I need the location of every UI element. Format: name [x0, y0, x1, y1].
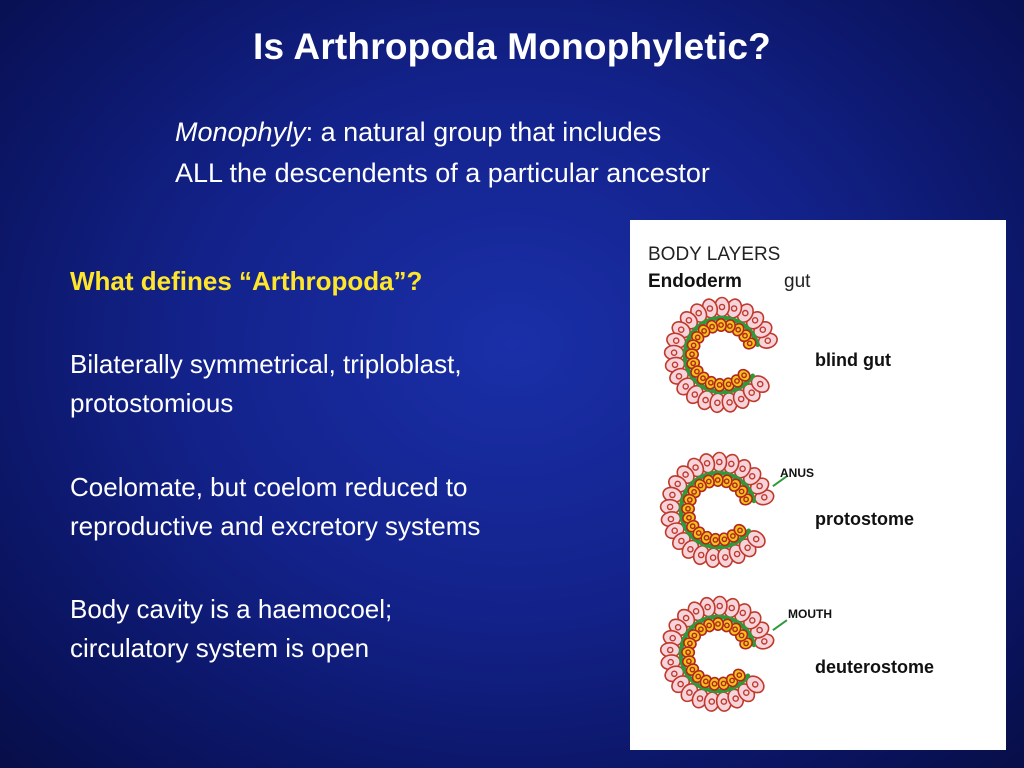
point-line: reproductive and excretory systems — [70, 511, 481, 541]
stage-label-deuterostome: deuterostome — [815, 657, 935, 677]
figure-heading: BODY LAYERS — [648, 244, 781, 265]
stage-label-protostome: protostome — [815, 509, 914, 529]
embryo-deuterostome — [660, 596, 787, 712]
slide-title: Is Arthropoda Monophyletic? — [253, 26, 771, 67]
definition-text: : a natural group that includes — [305, 117, 662, 147]
point-line: Coelomate, but coelom reduced to — [70, 472, 468, 502]
point-line: circulatory system is open — [70, 633, 370, 663]
embryo-protostome — [660, 452, 787, 568]
point-symmetry — [70, 345, 630, 423]
figure-subheading-endoderm: Endoderm — [648, 271, 742, 292]
point-line: Body cavity is a haemocoel; — [70, 594, 393, 624]
point-line: Bilaterally symmetrical, triploblast, — [70, 349, 462, 379]
figure-subheading-gut: gut — [784, 271, 811, 292]
monophyly-definition — [175, 112, 895, 194]
body-layers-figure — [630, 220, 1006, 750]
definition-term: Monophyly — [175, 117, 306, 147]
definition-line-2: ALL the descendents of a particular ancestor — [175, 158, 710, 188]
point-haemocoel — [70, 590, 630, 668]
point-coelom — [70, 468, 630, 546]
definition-line-1 — [175, 112, 895, 153]
point-line: protostomious — [70, 388, 234, 418]
embryo-blind-gut — [664, 297, 779, 412]
stage-label-blind-gut: blind gut — [815, 350, 891, 370]
stage-tag-anus: ANUS — [780, 466, 815, 480]
opening-indicator — [773, 620, 787, 630]
stage-tag-mouth: MOUTH — [788, 607, 832, 621]
body-layers-diagram — [630, 220, 1006, 750]
question-heading: What defines “Arthropoda”? — [70, 266, 423, 296]
